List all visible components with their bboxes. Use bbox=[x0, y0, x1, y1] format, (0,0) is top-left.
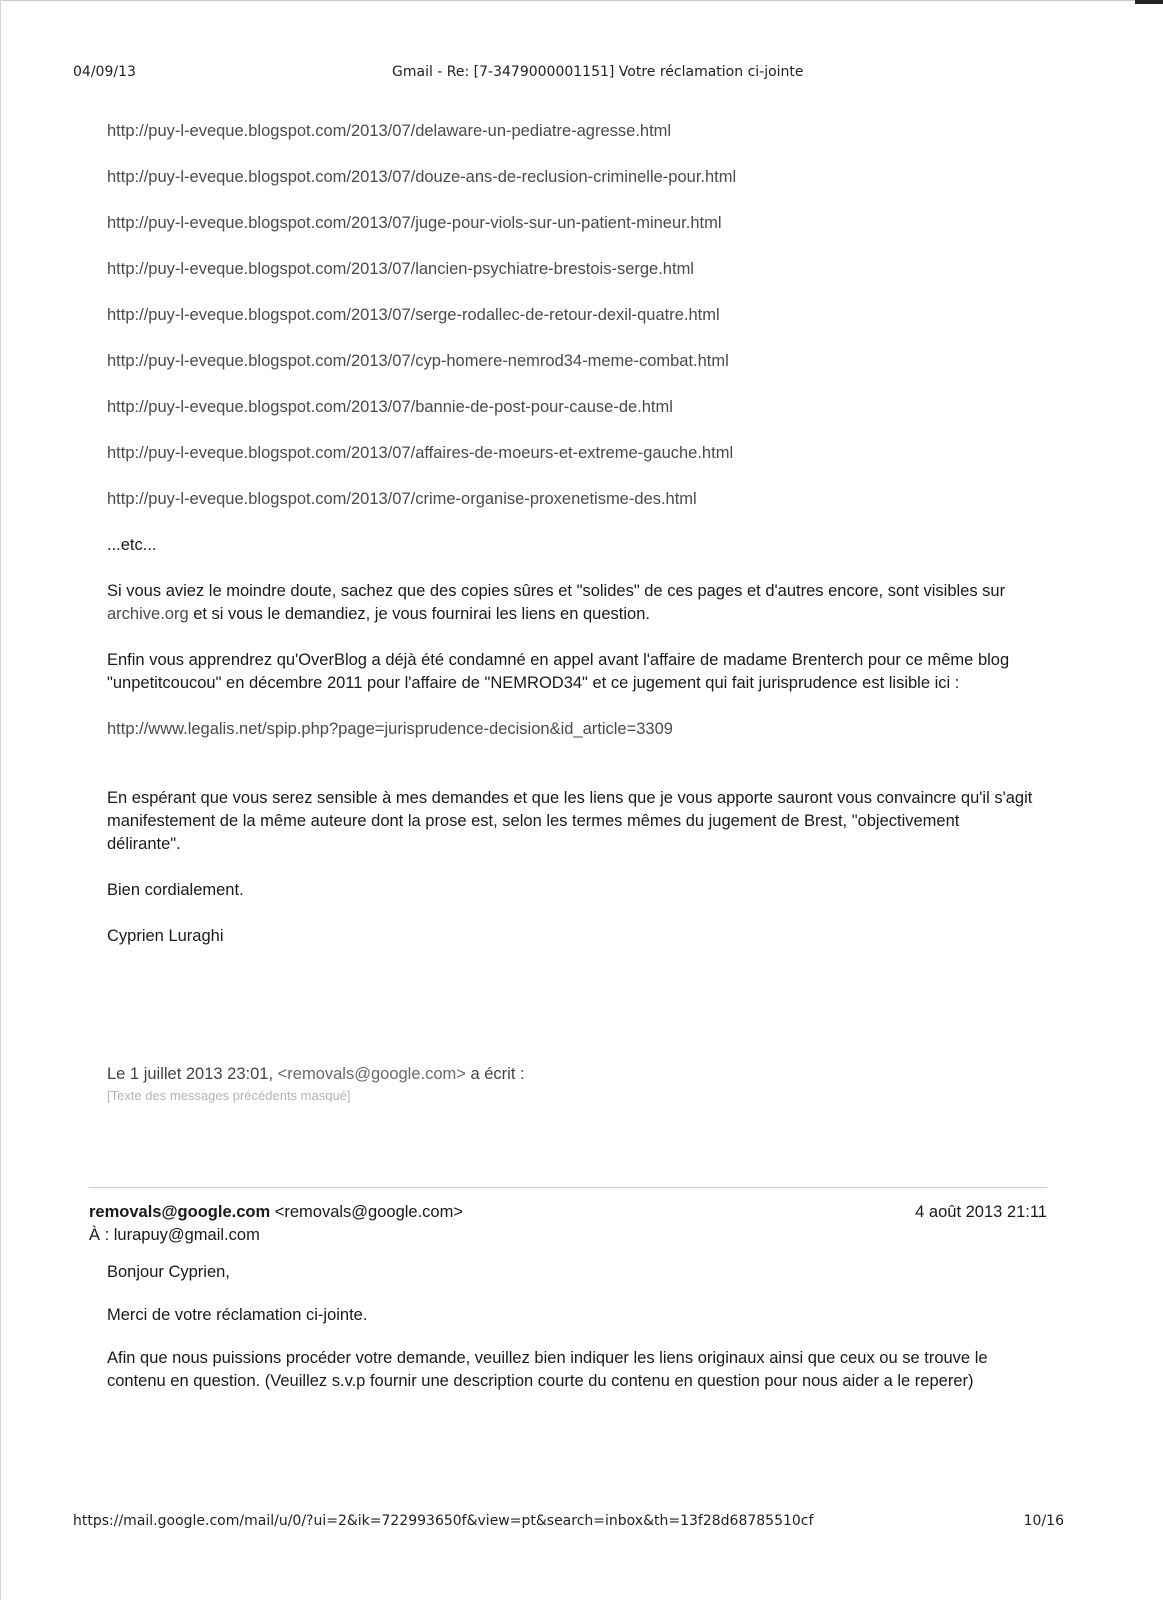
url-item[interactable]: http://puy-l-eveque.blogspot.com/2013/07/crime-organise-proxenetisme-des.html bbox=[107, 490, 697, 508]
page-number: 10/16 bbox=[1023, 1513, 1064, 1529]
scan-edge-mark bbox=[1135, 0, 1163, 4]
show-quoted-text-link[interactable]: [Texte des messages précédents masqué] bbox=[107, 1088, 351, 1103]
quote-attribution-wrote: a écrit : bbox=[465, 1065, 525, 1083]
sender-line bbox=[89, 1201, 1047, 1224]
message-divider bbox=[89, 1187, 1047, 1188]
recipient-line: À : lurapuy@gmail.com bbox=[89, 1226, 260, 1244]
closing: Bien cordialement. bbox=[107, 881, 244, 899]
url-item[interactable]: http://puy-l-eveque.blogspot.com/2013/07/juge-pour-viols-sur-un-patient-mineur.html bbox=[107, 214, 722, 232]
quote-email-link[interactable]: <removals@google.com> bbox=[277, 1065, 466, 1083]
url-item[interactable]: http://puy-l-eveque.blogspot.com/2013/07/lancien-psychiatre-brestois-serge.html bbox=[107, 260, 694, 278]
url-item[interactable]: http://puy-l-eveque.blogspot.com/2013/07/affaires-de-moeurs-et-extreme-gauche.html bbox=[107, 444, 734, 462]
quote-attribution bbox=[107, 1063, 1037, 1086]
second-message-body bbox=[107, 1261, 1037, 1413]
greeting: Bonjour Cyprien, bbox=[107, 1263, 230, 1281]
url-list bbox=[107, 120, 1037, 511]
print-title: Gmail - Re: [7-3479000001151] Votre réclamation ci-jointe bbox=[392, 64, 804, 80]
url-item[interactable]: http://puy-l-eveque.blogspot.com/2013/07/delaware-un-pediatre-agresse.html bbox=[107, 122, 672, 140]
sender-email: <removals@google.com> bbox=[274, 1203, 463, 1221]
url-item[interactable]: http://puy-l-eveque.blogspot.com/2013/07/douze-ans-de-reclusion-criminelle-pour.html bbox=[107, 168, 737, 186]
signature: Cyprien Luraghi bbox=[107, 927, 224, 945]
scan-edge-top bbox=[0, 0, 1163, 1]
paragraph-archive bbox=[107, 580, 1037, 626]
paragraph-request: En espérant que vous serez sensible à mes demandes et que les liens que je vous apporte sauront vous convaincre qu'il s'agit manifestement de la même auteure dont la prose est, selon les termes mêmes du jugement de Brest, "objectivement délirante". bbox=[107, 789, 1033, 853]
paragraph-archive-end: et si vous le demandiez, je vous fournirai les liens en question. bbox=[188, 605, 650, 623]
reply-paragraph-1: Merci de votre réclamation ci-jointe. bbox=[107, 1306, 368, 1324]
paragraph-archive-start: Si vous aviez le moindre doute, sachez que des copies sûres et "solides" de ces pages et d'autres encore, sont visibles sur bbox=[107, 582, 1006, 600]
url-item[interactable]: http://puy-l-eveque.blogspot.com/2013/07/bannie-de-post-pour-cause-de.html bbox=[107, 398, 673, 416]
url-item[interactable]: http://puy-l-eveque.blogspot.com/2013/07/cyp-homere-nemrod34-meme-combat.html bbox=[107, 352, 729, 370]
print-date: 04/09/13 bbox=[73, 64, 136, 80]
first-message-body bbox=[107, 120, 1037, 1104]
sender-name: removals@google.com bbox=[89, 1203, 271, 1221]
archive-org-link[interactable]: archive.org bbox=[107, 605, 189, 623]
message-date: 4 août 2013 21:11 bbox=[915, 1203, 1047, 1221]
print-url: https://mail.google.com/mail/u/0/?ui=2&ik=722993650f&view=pt&search=inbox&th=13f28d68785510cf bbox=[73, 1513, 814, 1529]
scan-edge-left bbox=[0, 0, 1, 1600]
quote-attribution-date: Le 1 juillet 2013 23:01, bbox=[107, 1065, 278, 1083]
paragraph-jurisprudence: Enfin vous apprendrez qu'OverBlog a déjà été condamné en appel avant l'affaire de madame Brenterch pour ce même blog "unpetitcoucou" en décembre 2011 pour l'affaire de "NEMROD34" et ce jugement qui fait jurisprudence est lisible ici : bbox=[107, 651, 1010, 692]
spacer bbox=[107, 764, 1037, 787]
reply-paragraph-2: Afin que nous puissions procéder votre demande, veuillez bien indiquer les liens originaux ainsi que ceux ou se trouve le contenu en question. (Veuillez s.v.p fournir une description courte du contenu en question pour nous aider a le reperer) bbox=[107, 1349, 988, 1390]
spacer bbox=[107, 971, 1037, 1063]
etc-text: ...etc... bbox=[107, 536, 157, 554]
url-item[interactable]: http://puy-l-eveque.blogspot.com/2013/07/serge-rodallec-de-retour-dexil-quatre.html bbox=[107, 306, 720, 324]
second-message-header bbox=[89, 1201, 1047, 1247]
legalis-link[interactable]: http://www.legalis.net/spip.php?page=jurisprudence-decision&id_article=3309 bbox=[107, 720, 673, 738]
